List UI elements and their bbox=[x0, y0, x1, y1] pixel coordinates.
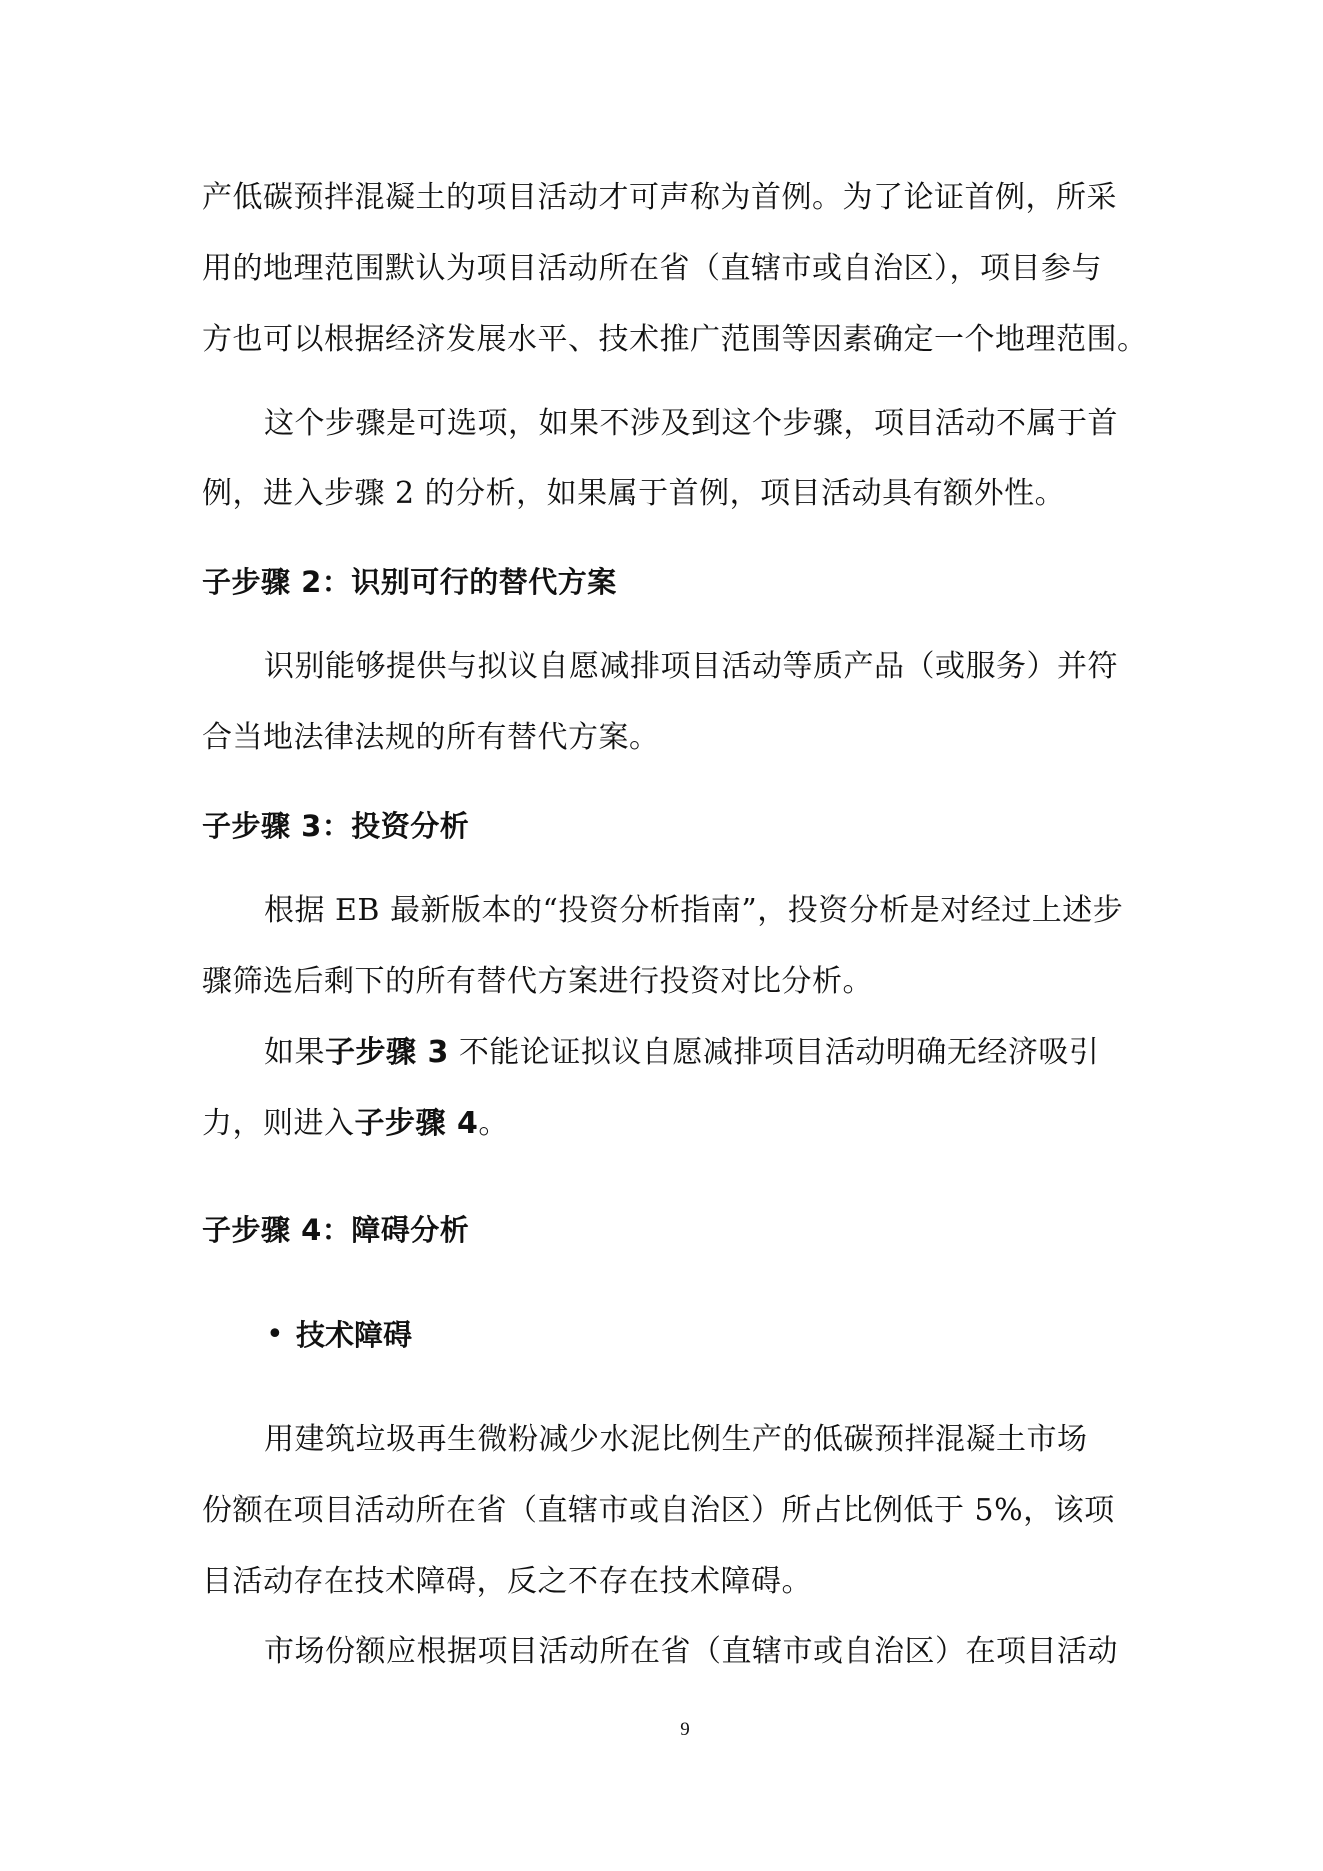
paragraph-5-line-1-suffix: 不能论证拟议自愿减排项目活动明确无经济吸引 bbox=[448, 1035, 1100, 1070]
paragraph-4-line-2: 骤筛选后剩下的所有替代方案进行投资对比分析。 bbox=[202, 964, 873, 999]
paragraph-5-line-2-suffix: 。 bbox=[478, 1106, 509, 1141]
paragraph-4-line-1: 根据 EB 最新版本的“投资分析指南”，投资分析是对经过上述步 bbox=[264, 893, 1124, 928]
paragraph-6-line-2: 份额在项目活动所在省（直辖市或自治区）所占比例低于 5%，该项 bbox=[202, 1493, 1115, 1528]
paragraph-5-line-2 bbox=[202, 1104, 1132, 1144]
paragraph-3-line-2: 合当地法律法规的所有替代方案。 bbox=[202, 720, 660, 755]
paragraph-1-line-3: 方也可以根据经济发展水平、技术推广范围等因素确定一个地理范围。 bbox=[202, 322, 1148, 357]
paragraph-5-line-2-prefix: 力，则进入 bbox=[202, 1106, 355, 1141]
paragraph-5-line-1-bold: 子步骤 3 bbox=[325, 1035, 449, 1070]
heading-substep-4: 子步骤 4：障碍分析 bbox=[202, 1213, 470, 1247]
page-number: 9 bbox=[680, 1719, 690, 1740]
paragraph-5-line-1 bbox=[264, 1033, 1132, 1073]
heading-substep-3: 子步骤 3：投资分析 bbox=[202, 809, 470, 843]
paragraph-5-line-2-bold: 子步骤 4 bbox=[354, 1106, 479, 1141]
paragraph-6-line-1: 用建筑垃圾再生微粉减少水泥比例生产的低碳预拌混凝土市场 bbox=[264, 1422, 1088, 1457]
paragraph-5-line-1-prefix: 如果 bbox=[264, 1035, 325, 1070]
paragraph-1-line-1: 产低碳预拌混凝土的项目活动才可声称为首例。为了论证首例，所采 bbox=[202, 180, 1117, 215]
paragraph-7-line-1: 市场份额应根据项目活动所在省（直辖市或自治区）在项目活动 bbox=[264, 1634, 1118, 1669]
paragraph-1-line-2: 用的地理范围默认为项目活动所在省（直辖市或自治区），项目参与 bbox=[202, 251, 1102, 286]
bullet-dot-icon: • bbox=[266, 1317, 284, 1352]
paragraph-3-line-1: 识别能够提供与拟议自愿减排项目活动等质产品（或服务）并符 bbox=[264, 649, 1118, 684]
paragraph-6-line-3: 目活动存在技术障碍，反之不存在技术障碍。 bbox=[202, 1564, 812, 1599]
bullet-technical-barrier: 技术障碍 bbox=[296, 1318, 413, 1352]
paragraph-2-line-2: 例，进入步骤 2 的分析，如果属于首例，项目活动具有额外性。 bbox=[202, 476, 1066, 511]
heading-substep-2: 子步骤 2：识别可行的替代方案 bbox=[202, 565, 617, 599]
paragraph-2-line-1: 这个步骤是可选项，如果不涉及到这个步骤，项目活动不属于首 bbox=[264, 406, 1118, 441]
